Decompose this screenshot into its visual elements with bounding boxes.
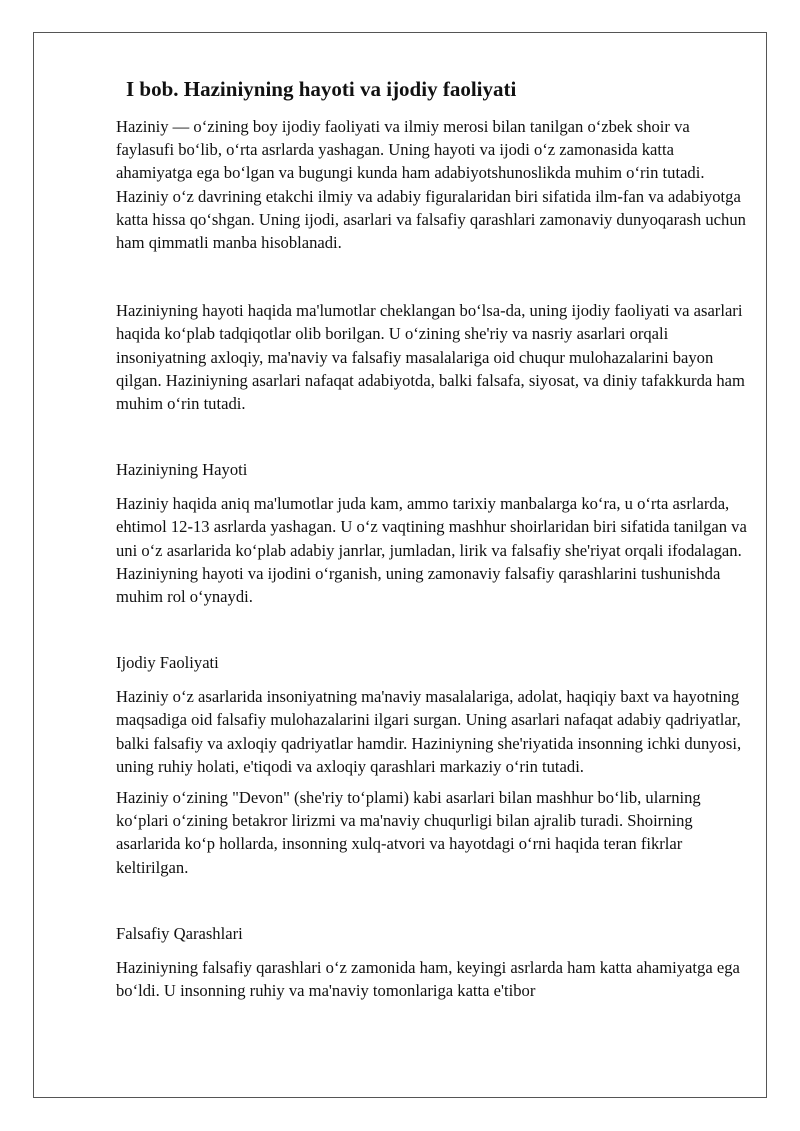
section-paragraph: Haziniy o‘z asarlarida insoniyatning ma'naviy masalalariga, adolat, haqiqiy baxt va hayotning maqsadiga oid falsafiy mulohazalarini ilgari surgan. Uning asarlari nafaqat adabiy qadriyatlar, balki falsafiy va axloqiy qadriyatlar hamdir. Haziniyning she'riyatida insonning ichki dunyosi, uning ruhiy holati, e'tiqodi va axloqiy qarashlari markaziy o‘rin tutadi.: [116, 687, 742, 776]
chapter-title: I bob. Haziniyning hayoti va ijodiy faoliyati: [126, 77, 517, 101]
document-body: [116, 75, 748, 1002]
intro-paragraph: Haziniyning hayoti haqida ma'lumotlar cheklangan bo‘lsa-da, uning ijodiy faoliyati va asarlari haqida ko‘plab tadqiqotlar olib borilgan. U o‘zining she'riy va nasriy asarlari orqali insoniyatning axloqiy, ma'naviy va falsafiy masalalariga oid chuqur mulohazalarini bayon qilgan. Haziniyning asarlari nafaqat adabiyotda, balki falsafa, siyosat, va diniy tafakkurda ham muhim o‘rin tutadi.: [116, 301, 745, 414]
section-paragraph: Haziniyning falsafiy qarashlari o‘z zamonida ham, keyingi asrlarda ham katta ahamiyatga ega bo‘ldi. U insonning ruhiy va ma'naviy tomonlariga katta e'tibor: [116, 957, 740, 1001]
section-paragraph: Haziniy o‘zining "Devon" (she'riy to‘plami) kabi asarlari bilan mashhur bo‘lib, ularning ko‘plari o‘zining betakror lirizmi va ma'naviy chuqurligi bilan ajralib turadi. Shoirning asarlarida ko‘p hollarda, insonning xulq-atvori va hayotdagi o‘rni haqida teran fikrlar keltirilgan.: [116, 788, 701, 877]
intro-paragraph: Haziniy — o‘zining boy ijodiy faoliyati va ilmiy merosi bilan tanilgan o‘zbek shoir va faylasufi bo‘lib, o‘rta asrlarda yashagan. Uning hayoti va ijodi o‘z zamonasida katta ahamiyatga ega bo‘lgan va bugungi kunda ham adabiyotshunoslikda muhim o‘rin tutadi. Haziniy o‘z davrining etakchi ilmiy va adabiy figuralaridan biri sifatida ilm-fan va adabiyotga katta hissa qo‘shgan. Uning ijodi, asarlari va falsafiy qarashlari zamonaviy dunyoqarash uchun ham qimmatli manba hisoblanadi.: [116, 117, 746, 253]
section-heading-ijodiy-faoliyati: Ijodiy Faoliyati: [116, 653, 219, 673]
section-paragraph: Haziniy haqida aniq ma'lumotlar juda kam, ammo tarixiy manbalarga ko‘ra, u o‘rta asrlarda, ehtimol 12-13 asrlarda yashagan. U o‘z vaqtining mashhur shoirlaridan biri sifatida tanilgan va uni o‘z asarlarida ko‘plab adabiy janrlar, jumladan, lirik va falsafiy she'riyat orqali ifodalagan. Haziniyning hayoti va ijodini o‘rganish, uning zamonaviy falsafiy qarashlarini tushunishda muhim rol o‘ynaydi.: [116, 494, 747, 607]
section-heading-falsafiy-qarashlari: Falsafiy Qarashlari: [116, 923, 243, 943]
section-heading-hayoti: Haziniyning Hayoti: [116, 460, 248, 480]
